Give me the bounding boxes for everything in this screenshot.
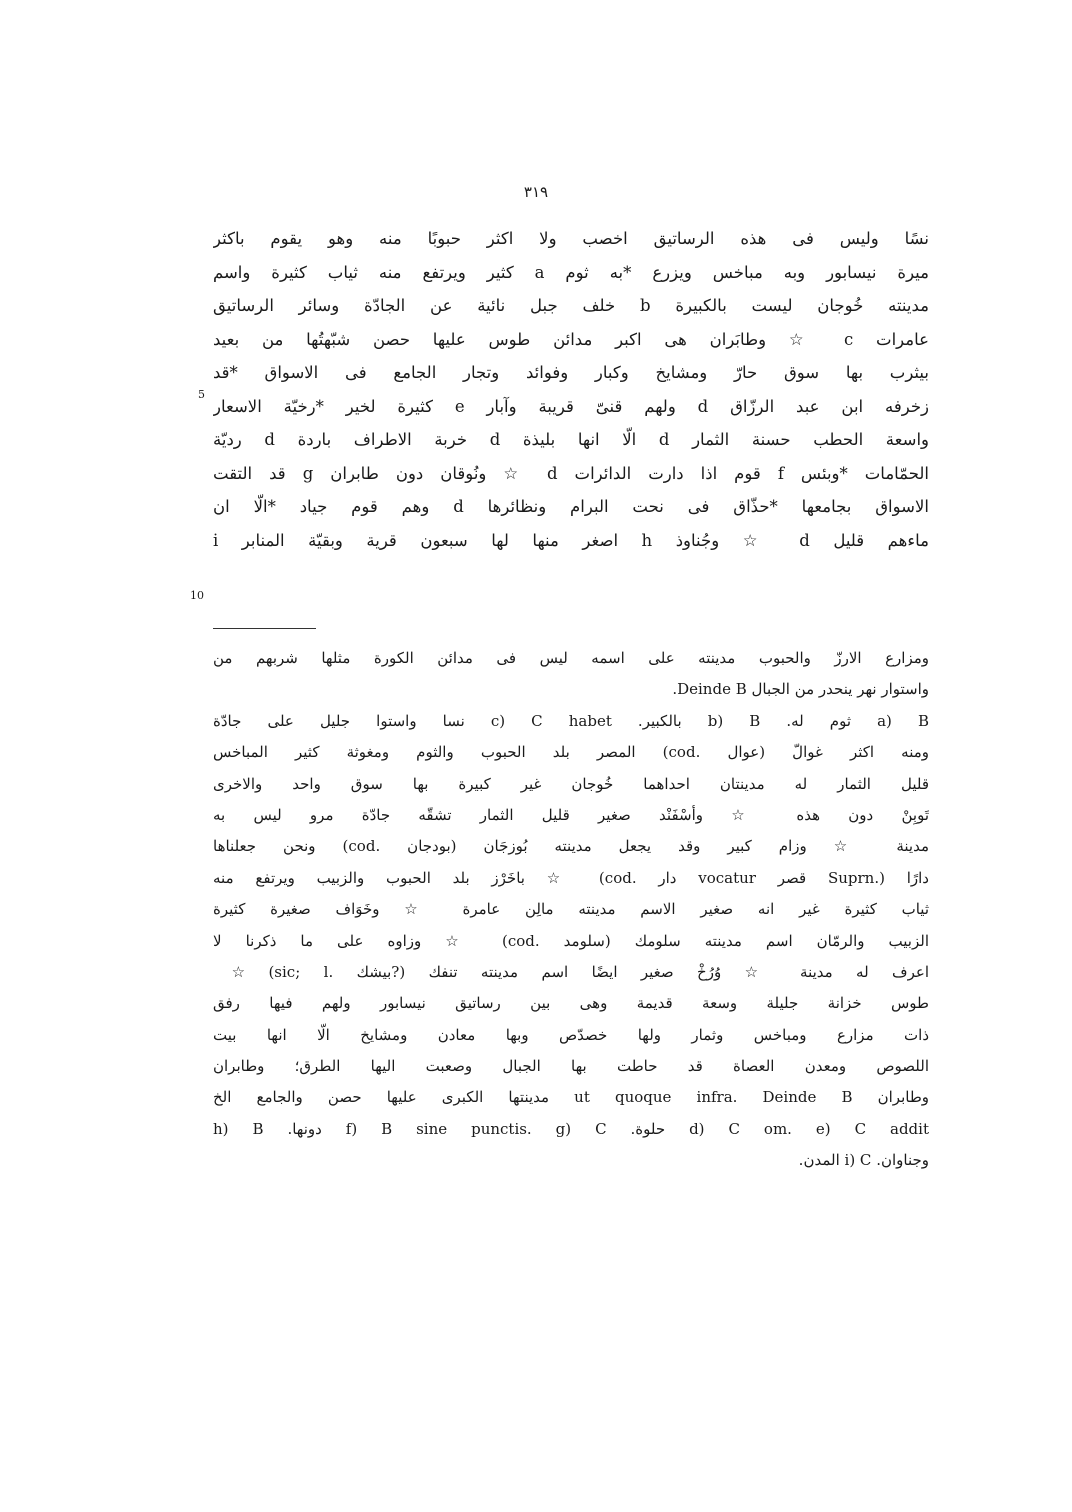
footnote-line: تَوبِنْ دون هذه ☆ وأسْفَنْد صغير قليل الثمار تشقّه جادّة مرو ليس به xyxy=(213,805,929,824)
footnote-line: واستوار نهر ينحدر من الجبال Deinde B. xyxy=(672,680,929,699)
text-line: ماءهم قليل d ☆ وجُناوذ h اصغر منها لها سبعون قرية وبقيّة المنابر i xyxy=(213,530,929,550)
footnote-line: وجناوان. i) C المدن. xyxy=(798,1151,929,1170)
footnote-line: دارًا (.Suprn قصر vocatur دار .cod) ☆ باخَرْز بلد الحبوب والزبيب ويرتفع منه xyxy=(213,868,929,887)
footnote-divider xyxy=(213,628,316,629)
text-line: زخرفه ابن عبد الرزّاق d ولهم قنىّ قريبة وآبار e كثيرة لخير *رخيّة الاسعار xyxy=(213,396,929,416)
footnote-line: ومنه اكثر غوالّ (عوال .cod) المصر بلد الحبوب والثوم ومغوثة كثير المباخس xyxy=(213,743,929,762)
footnote-line: وطابران ut quoque infra. Deinde B مدينتها الكبرى عليها حصن والجامع الخ xyxy=(213,1088,929,1107)
text-line: عامرات c ☆ وطابَران هى اكبر مدائن طوس عليها حصن شبّهتُها من بعيد xyxy=(213,329,929,349)
text-line: بيثرب بها سوق حارّ ومشايخ وكبار وفوائد وتجار الجامع فى الاسواق *قد xyxy=(213,363,929,382)
text-line: الاسواق بجامعها *حذّاق فى نحت البرام ونظائرها d وهم قوم جياد *الّا ان xyxy=(213,497,929,516)
text-line: واسعة الحطب حسنة الثمار d الّا انها بليذة d خربة الاطراف باردة d رديّة xyxy=(213,430,929,449)
footnote-line: ثياب كثيرة غير انه صغير الاسم مدينته مالِن عامرة ☆ وخَوَاف صغيرة كثيرة xyxy=(213,900,929,919)
line-number-5: 5 xyxy=(198,388,205,401)
footnote-line: مدينة ☆ وزام كبير وقد يجعل مدينته بُوزجَان (بودجان .cod) ونحن جعلناها xyxy=(213,837,929,856)
footnote-line: اعرف له مدينة ☆ وُرُخْ صغير ايضًا اسم مدينته تنفك (?بيشك .sic; l) ☆ xyxy=(213,962,929,981)
footnote-line: d) C om. e) C addit حلوة. f) B sine punctis. g) C دونها. h) B xyxy=(213,1119,929,1138)
footnote-line: ذات مزارع ومباخس وثمار ولها خصدّص وبها معادن ومشايخ الّا انها بيت xyxy=(213,1025,929,1044)
text-line: الحمّامات *وبئس f قوم اذا دارت الدائرات d ☆ ونُوقان دون طابران g قد التقت xyxy=(213,463,929,483)
footnotes xyxy=(213,643,929,1177)
text-line: نسًا وليس فى هذه الرساتيق اخصب ولا اكثر حبوبًا منه وهو يقوم باكثر xyxy=(213,229,929,248)
text-line: مدينته خُوجان ليست بالكبيرة b خلف جبل نائية عن الجادّة وسائر الرساتيق xyxy=(213,296,929,315)
page-number: ٣١٩ xyxy=(523,183,549,201)
text-line: ميرة نيسابور وبه مباخس ويزرع *به ثوم a كثير ويرتفع منه ثياب كثيرة واسم xyxy=(213,262,929,282)
line-number-10: 10 xyxy=(190,589,204,602)
footnote-line: ومزارع الارزّ والحبوب مدينته على اسمه ليس فى مدائن الكورة مثلها شربهم من xyxy=(213,649,929,667)
footnote-line: اللصوص ومعدن العصاة قد حاطت بها الجبال وصعبت اليها الطرق؛ وطابران xyxy=(213,1057,929,1076)
footnote-line: قليل الثمار له مدينتان احداهما خُوجان غير كبيرة بها سوق واحد والاخرى xyxy=(213,774,929,793)
footnote-line: طوس خزانة جليلة وسعة قديمة وهى بين رساتيق نيسابور ولهم فيها رفق xyxy=(213,994,929,1013)
footnote-line: الزبيب والرمّان اسم مدينته سلومك (سلومد .cod) ☆ وزاوه على ما ذكرنا لا xyxy=(213,931,929,950)
footnote-line: a) B ثوم له. b) B بالكبير. c) C habet نسا واستوا جليل على جادّة xyxy=(213,711,929,730)
main-text xyxy=(213,222,929,557)
